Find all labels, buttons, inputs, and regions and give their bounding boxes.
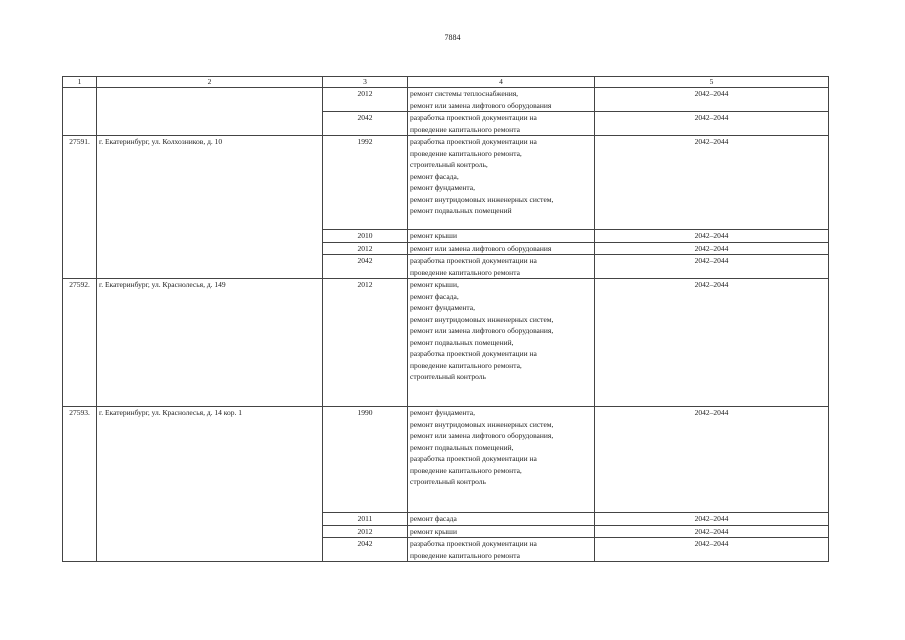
- planned-period-cell: 2042–2044: [595, 525, 829, 538]
- planned-period-cell: 2042–2044: [595, 136, 829, 230]
- work-type-cell: разработка проектной документации на проведение капитального ремонта, строительный контроль, ремонт фасада, ремонт фундамента, ремонт внутридомовых инженерных систем, ремонт подвальных помещений: [408, 136, 595, 230]
- year-cell: 2012: [323, 279, 408, 407]
- work-type-cell: разработка проектной документации на проведение капитального ремонта: [408, 255, 595, 279]
- column-header-2: 2: [97, 77, 323, 88]
- building-address: г. Екатеринбург, ул. Краснолесья, д. 149: [97, 279, 323, 407]
- year-cell: 2042: [323, 112, 408, 136]
- building-number: 27591.: [63, 136, 97, 279]
- work-type-cell: ремонт крыши: [408, 230, 595, 243]
- work-type-cell: разработка проектной документации на проведение капитального ремонта: [408, 112, 595, 136]
- work-type-cell: ремонт фасада: [408, 513, 595, 526]
- building-address: г. Екатеринбург, ул. Краснолесья, д. 14 кор. 1: [97, 407, 323, 562]
- work-type-cell: разработка проектной документации на проведение капитального ремонта: [408, 538, 595, 562]
- work-type-cell: ремонт фундамента, ремонт внутридомовых инженерных систем, ремонт или замена лифтового оборудования, ремонт подвальных помещений, разработка проектной документации на проведение капитального ремонта, строительный контроль: [408, 407, 595, 513]
- year-cell: 2012: [323, 88, 408, 112]
- planned-period-cell: 2042–2044: [595, 279, 829, 407]
- column-header-1: 1: [63, 77, 97, 88]
- table-row: [63, 407, 829, 513]
- work-type-cell: ремонт крыши: [408, 525, 595, 538]
- year-cell: 2011: [323, 513, 408, 526]
- planned-period-cell: 2042–2044: [595, 407, 829, 513]
- year-cell: 2042: [323, 538, 408, 562]
- column-header-5: 5: [595, 77, 829, 88]
- work-type-cell: ремонт или замена лифтового оборудования: [408, 242, 595, 255]
- table-body: [63, 88, 829, 562]
- repair-schedule-table: [62, 76, 829, 562]
- building-number: 27593.: [63, 407, 97, 562]
- year-cell: 1990: [323, 407, 408, 513]
- planned-period-cell: 2042–2044: [595, 242, 829, 255]
- year-cell: 2012: [323, 242, 408, 255]
- year-cell: 2012: [323, 525, 408, 538]
- table-row: [63, 279, 829, 407]
- planned-period-cell: 2042–2044: [595, 513, 829, 526]
- year-cell: 2010: [323, 230, 408, 243]
- column-header-row: [63, 77, 829, 88]
- year-cell: 2042: [323, 255, 408, 279]
- building-address: г. Екатеринбург, ул. Колхозников, д. 10: [97, 136, 323, 279]
- planned-period-cell: 2042–2044: [595, 538, 829, 562]
- building-number: 27592.: [63, 279, 97, 407]
- planned-period-cell: 2042–2044: [595, 230, 829, 243]
- year-cell: 1992: [323, 136, 408, 230]
- planned-period-cell: 2042–2044: [595, 255, 829, 279]
- work-type-cell: ремонт системы теплоснабжения, ремонт или замена лифтового оборудования: [408, 88, 595, 112]
- table-row: [63, 136, 829, 230]
- planned-period-cell: 2042–2044: [595, 112, 829, 136]
- table-row: [63, 88, 829, 112]
- building-number: [63, 88, 97, 136]
- building-address: [97, 88, 323, 136]
- column-header-3: 3: [323, 77, 408, 88]
- page-number: 7884: [444, 33, 461, 42]
- planned-period-cell: 2042–2044: [595, 88, 829, 112]
- column-header-4: 4: [408, 77, 595, 88]
- work-type-cell: ремонт крыши, ремонт фасада, ремонт фундамента, ремонт внутридомовых инженерных систем, ремонт или замена лифтового оборудования, ремонт подвальных помещений, разработка проектной документации на проведение капитального ремонта, строительный контроль: [408, 279, 595, 407]
